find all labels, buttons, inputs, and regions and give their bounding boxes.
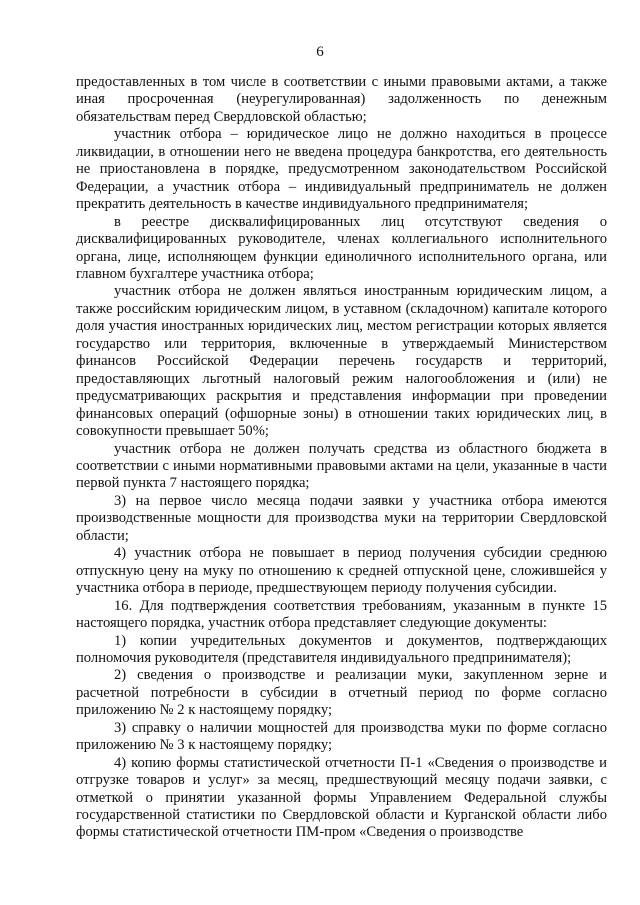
document-body bbox=[76, 74, 607, 842]
paragraph-8: 16. Для подтверждения соответствия требованиям, указанным в пункте 15 настоящего порядка, участник отбора представляет следующие документы: bbox=[76, 597, 607, 632]
page-number: 6 bbox=[316, 44, 324, 60]
paragraph-6: 3) на первое число месяца подачи заявки у участника отбора имеются производственные мощности для производства муки на территории Свердловской области; bbox=[76, 492, 607, 544]
paragraph-5: участник отбора не должен получать средства из областного бюджета в соответствии с иными нормативными правовыми актами на цели, указанные в части первой пункта 7 настоящего порядка; bbox=[76, 440, 607, 492]
paragraph-12: 4) копию формы статистической отчетности П-1 «Сведения о производстве и отгрузке товаров и услуг» за месяц, предшествующий месяцу подачи заявки, с отметкой о принятии указанной формы Управлением Федеральной службы государственной статистики по Свердловской области и Курганской области либо формы статистической отчетности ПМ-пром «Сведения о производстве bbox=[76, 754, 607, 841]
paragraph-3: в реестре дисквалифицированных лиц отсутствуют сведения о дисквалифицированных руководителе, членах коллегиального исполнительного органа, лице, исполняющем функции единоличного исполнительного органа, или главном бухгалтере участника отбора; bbox=[76, 213, 607, 282]
paragraph-10: 2) сведения о производстве и реализации муки, закупленном зерне и расчетной потребности в субсидии в отчетный период по форме согласно приложению № 2 к настоящему порядку; bbox=[76, 667, 607, 719]
paragraph-1: предоставленных в том числе в соответствии с иными правовыми актами, а также иная просроченная (неурегулированная) задолженность по денежным обязательствам перед Свердловской областью; bbox=[76, 74, 607, 125]
paragraph-7: 4) участник отбора не повышает в период получения субсидии среднюю отпускную цену на муку по отношению к средней отпускной цене, сложившейся у участника отбора в периоде, предшествующем периоду получения субсидии. bbox=[76, 545, 607, 597]
paragraph-11: 3) справку о наличии мощностей для производства муки по форме согласно приложению № 3 к настоящему порядку; bbox=[76, 719, 607, 754]
paragraph-4: участник отбора не должен являться иностранным юридическим лицом, а также российским юридическим лицом, в уставном (складочном) капитале которого доля участия иностранных юридических лиц, местом регистрации которых является государство или территория, включенные в утверждаемый Министерством финансов Российской Федерации перечень государств и территорий, предоставляющих льготный налоговый режим налогообложения и (или) не предусматривающих раскрытия и представления информации при проведении финансовых операций (офшорные зоны) в отношении таких юридических лиц, в совокупности превышает 50%; bbox=[76, 283, 607, 440]
paragraph-2: участник отбора – юридическое лицо не должно находиться в процессе ликвидации, в отношении него не введена процедура банкротства, его деятельность не приостановлена в порядке, предусмотренном законодательством Российской Федерации, а участник отбора – индивидуальный предприниматель не должен прекратить деятельность в качестве индивидуального предпринимателя; bbox=[76, 126, 607, 213]
paragraph-9: 1) копии учредительных документов и документов, подтверждающих полномочия руководителя (представителя индивидуального предпринимателя); bbox=[76, 632, 607, 666]
